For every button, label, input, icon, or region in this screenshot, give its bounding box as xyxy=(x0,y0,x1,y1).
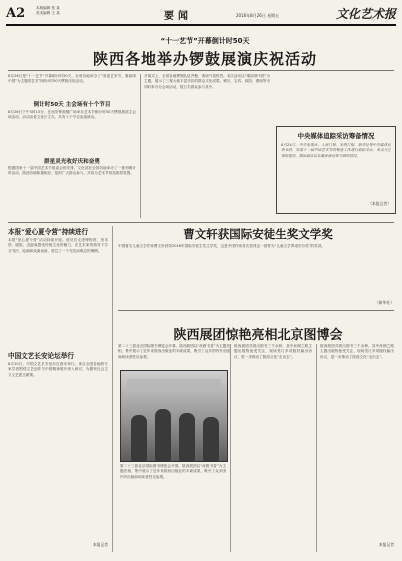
sidebar-byline: （本报记者） xyxy=(368,201,391,206)
left-column-divider xyxy=(112,226,113,552)
beijing-body-right: 陕西展团共展出图书三千余种，其中丝绸之路主题出版物备受关注，现场签订多项版权输出协议，进一步推动了陕西文化“走出去”。 xyxy=(320,344,394,359)
column-divider xyxy=(140,74,141,218)
photo-figure xyxy=(179,413,195,461)
sidebar-body: 8月24日，中央电视台、人民日报、光明日报、新华社等中央媒体记者来陕，对第十一届中国艺术节的筹备工作进行追踪采访，重点关注场馆建设、演出剧目以及惠民活动等方面的情况。 xyxy=(281,143,391,158)
left-section-body-2: 8月20日，中国文艺长安论坛在西安举行。来自全国各地的专家学者围绕文艺创作与中国精神展开深入研讨，为繁荣社会主义文艺建言献策。 xyxy=(8,362,108,377)
editor-line: 本版编辑 张 某 xyxy=(36,6,60,10)
photo-figure xyxy=(131,415,147,461)
masthead-meta xyxy=(36,6,60,16)
lead-paragraph-3: 根据国家十一届中国艺术节组委会的安排，文化部在全国各地举办了一系列倒计时活动，陕西各地积极响应，组织广大群众参与，共同为艺术节营造浓厚氛围。 xyxy=(8,166,136,176)
beijing-body-left: 第二十三届北京国际图书博览会开幕，陕西展团以“丝路书香”为主题亮相，集中展示了近年来陕西出版业的丰硕成果，吸引了众多国内外出版商和读者驻足参观。 xyxy=(120,464,226,479)
newspaper-logo: 文化艺术报 xyxy=(335,7,396,21)
beijing-column-divider xyxy=(316,344,317,552)
section-name: 要闻 xyxy=(164,11,192,22)
lead-paragraph-1: 8月26日是“十一艺节”开幕倒计时50天，全省各地举办了“喜迎艺术节，秦韵颂中国”为主题的艺术节倒计时50天锣鼓庆祝活动。 xyxy=(8,74,136,84)
award-byline: （新华社） xyxy=(375,300,394,305)
left-section-title: 本报“爱心夏令营”持续进行 xyxy=(8,228,89,236)
lead-paragraph-2: 8月26日下午5时15分，在西安钟鼓楼广场举办艺术节倒计时50天锣鼓展演主会场活动，活动由省文化厅主办，共有十个节目参加演出。 xyxy=(8,110,136,120)
lead-headline: 陕西各地举办锣鼓展演庆祝活动 xyxy=(92,50,317,68)
masthead xyxy=(6,4,396,26)
award-body: 中国著名儿童文学作家曹文轩获得2016年国际安徒生奖文学奖，这是中国作家首次获得这一被誉为“儿童文学界诺贝尔奖”的奖项。 xyxy=(118,244,325,248)
section-rule xyxy=(8,222,394,223)
issue-date: 2016年8月26日 星期五 xyxy=(236,13,280,18)
page-number: A2 xyxy=(6,6,26,21)
beijing-headline: 陕西展团惊艳亮相北京图博会 xyxy=(173,328,343,343)
headline-rule xyxy=(8,70,394,71)
award-headline: 曹文轩获国际安徒生奖文学奖 xyxy=(183,227,333,241)
photo-figure xyxy=(203,417,219,461)
beijing-lead: 第二十三届北京国际图书博览会开幕，陕西展团以“丝路书香”为主题亮相，集中展示了近年来陕西出版业的丰硕成果，吸引了众多国内外出版商和读者驻足参观。 xyxy=(118,344,230,359)
left-section-byline: 本报记者 xyxy=(92,542,108,547)
beijing-byline: 本报记者 xyxy=(378,542,394,547)
award-rule xyxy=(118,310,394,311)
expo-photo xyxy=(120,370,228,462)
left-section-body: 本报“爱心夏令营”活动持续开展。营员们走进博物馆、美术馆、剧院，近距离感受传统文化的魅力，在艺术家的指导下学习书法、绘画和戏曲表演，度过了一个充实而难忘的暑假。 xyxy=(8,238,108,253)
sidebar-title: 中央媒体追踪采访筹备情况 xyxy=(297,132,375,140)
lead-subhead-1: 倒计时50天 主会场有十个节目 xyxy=(33,102,111,108)
designer-line: 美术编辑 王 某 xyxy=(36,11,60,15)
beijing-body-middle: 陕西展团共展出图书三千余种，其中丝绸之路主题出版物备受关注，现场签订多项版权输出协议，进一步推动了陕西文化“走出去”。 xyxy=(234,344,312,359)
photo-figure xyxy=(155,409,171,461)
lead-subhead-2: 群星灵光收好庆和奋勇 xyxy=(44,159,100,165)
lead-right-column: 开幕式上，全省各地锣鼓队伍齐聚，现场气氛热烈。本次活动以“秦韵颂中国”为主题，展示了三秦大地丰富多彩的群众文化成果。铜川、宝鸡、咸阳、渭南等市同时举办分会场活动，数万名群众参与其中。 xyxy=(144,74,270,89)
sidebar-box xyxy=(276,126,396,214)
lead-kicker: “十一艺节”开幕倒计时50天 xyxy=(160,37,250,45)
photo-banner xyxy=(127,379,221,391)
beijing-column-divider xyxy=(230,344,231,552)
left-section-title-2: 中国文艺长安论坛举行 xyxy=(8,352,74,360)
